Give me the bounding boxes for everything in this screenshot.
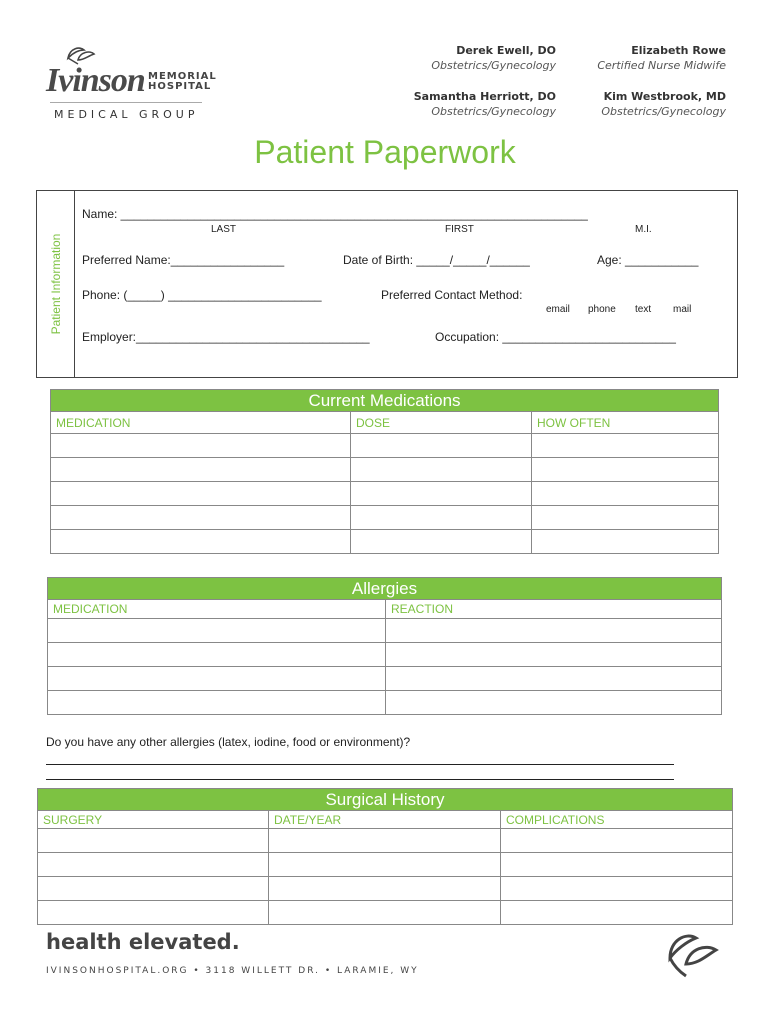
answer-line-1[interactable] — [46, 764, 674, 765]
age-field[interactable]: Age: ___________ — [597, 253, 699, 267]
allergies-table — [47, 577, 722, 715]
surgical-table — [37, 788, 733, 925]
preferred-name-field[interactable]: Preferred Name:_________________ — [82, 253, 285, 267]
contact-option-phone[interactable]: phone — [588, 304, 616, 315]
logo-name: Ivinson — [46, 62, 145, 99]
table-row — [51, 506, 719, 530]
contact-method-label: Preferred Contact Method: — [381, 288, 523, 302]
phone-field[interactable]: Phone: (_____) _______________________ — [82, 288, 322, 302]
first-label: FIRST — [445, 224, 474, 235]
table-row — [38, 853, 733, 877]
name-field[interactable]: Name: ______________________________________________________________________ — [82, 207, 588, 221]
hospital-logo — [44, 44, 217, 124]
patient-info-side — [37, 191, 75, 377]
other-allergies-question: Do you have any other allergies (latex, iodine, food or environment)? — [46, 735, 411, 749]
table-row — [51, 434, 719, 458]
contact-option-mail[interactable]: mail — [673, 304, 692, 315]
doctor-1: Derek Ewell, DO Obstetrics/Gynecology — [431, 44, 556, 72]
medications-col-dose: DOSE — [351, 412, 532, 434]
last-label: LAST — [211, 224, 237, 235]
occupation-field[interactable]: Occupation: __________________________ — [435, 330, 676, 344]
table-row — [51, 530, 719, 554]
leaf-icon — [664, 928, 720, 978]
surgical-col-surgery: SURGERY — [38, 811, 269, 829]
table-row — [48, 619, 722, 643]
employer-field[interactable]: Employer:___________________________________ — [82, 330, 370, 344]
table-row — [51, 458, 719, 482]
table-row — [38, 877, 733, 901]
logo-divider — [50, 102, 202, 103]
doctor-4: Kim Westbrook, MD Obstetrics/Gynecology — [601, 90, 726, 118]
doctor-3: Samantha Herriott, DO Obstetrics/Gynecology — [413, 90, 556, 118]
logo-memorial-hospital: MEMORIAL HOSPITAL — [148, 71, 217, 92]
allergies-col-reaction: REACTION — [386, 600, 722, 619]
answer-line-2[interactable] — [46, 779, 674, 780]
footer-address: IVINSONHOSPITAL.ORG • 3118 WILLETT DR. • LARAMIE, WY — [46, 966, 419, 976]
mi-label: M.I. — [635, 224, 652, 235]
contact-option-email[interactable]: email — [546, 304, 570, 315]
table-row — [38, 829, 733, 853]
dob-field[interactable]: Date of Birth: _____/_____/______ — [343, 253, 530, 267]
page-title: Patient Paperwork — [254, 134, 516, 170]
medications-title: Current Medications — [51, 390, 719, 412]
allergies-col-medication: MEDICATION — [48, 600, 386, 619]
logo-group: MEDICAL GROUP — [54, 108, 199, 121]
patient-info-label: Patient Information — [49, 233, 63, 335]
table-row — [48, 691, 722, 715]
surgical-title: Surgical History — [38, 789, 733, 811]
doctor-2: Elizabeth Rowe Certified Nurse Midwife — [597, 44, 726, 72]
surgical-col-date: DATE/YEAR — [269, 811, 501, 829]
patient-info-section — [36, 190, 738, 378]
medications-col-medication: MEDICATION — [51, 412, 351, 434]
table-row — [48, 667, 722, 691]
medications-table — [50, 389, 719, 554]
table-row — [48, 643, 722, 667]
footer-tagline: health elevated. — [46, 930, 240, 954]
surgical-col-complications: COMPLICATIONS — [501, 811, 733, 829]
allergies-title: Allergies — [48, 578, 722, 600]
table-row — [38, 901, 733, 925]
table-row — [51, 482, 719, 506]
contact-option-text[interactable]: text — [635, 304, 652, 315]
medications-col-how-often: HOW OFTEN — [532, 412, 719, 434]
